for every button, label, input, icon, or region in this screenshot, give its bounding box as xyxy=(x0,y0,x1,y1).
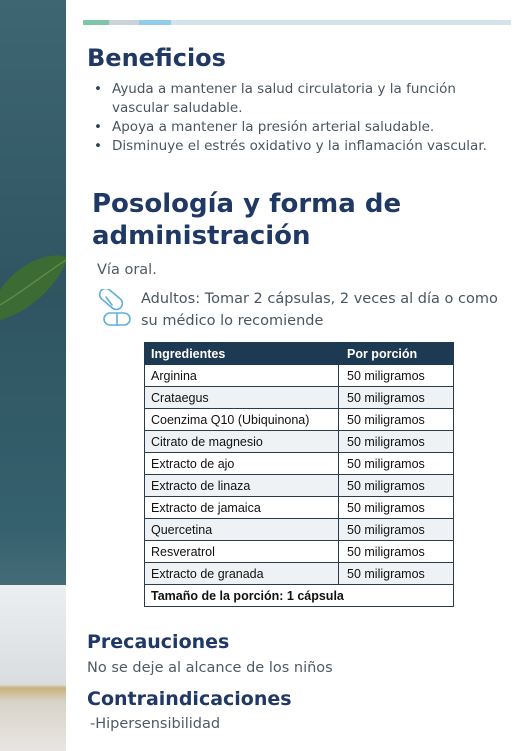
capsule-icon xyxy=(96,289,136,329)
contraindicaciones-text: -Hipersensibilidad xyxy=(90,716,221,732)
adultos-dosage: Adultos: Tomar 2 cápsulas, 2 veces al día o como su médico lo recomiende xyxy=(141,291,498,329)
ingredient-name: Citrato de magnesio xyxy=(145,431,339,453)
via-text: Vía oral. xyxy=(97,262,157,278)
list-item: • Disminuye el estrés oxidativo y la inflamación vascular. xyxy=(94,137,514,156)
accent-bar-green xyxy=(83,20,109,25)
table-row xyxy=(145,497,454,519)
serving-size: Tamaño de la porción: 1 cápsula xyxy=(145,585,454,607)
table-row xyxy=(145,365,454,387)
leaf-decoration xyxy=(0,250,70,340)
ingredient-amount: 50 miligramos xyxy=(339,365,454,387)
ingredient-name: Extracto de linaza xyxy=(145,475,339,497)
ingredient-amount: 50 miligramos xyxy=(339,453,454,475)
table-row xyxy=(145,387,454,409)
posologia-heading: Posología y forma de administración xyxy=(92,189,402,251)
ingredient-name: Crataegus xyxy=(145,387,339,409)
list-item: • Ayuda a mantener la salud circulatoria y la función vascular saludable. xyxy=(94,80,514,118)
ingredients-table xyxy=(144,342,454,607)
content-panel xyxy=(66,0,526,751)
table-row xyxy=(145,541,454,563)
table-row xyxy=(145,475,454,497)
decorative-bars xyxy=(83,20,243,25)
ingredient-amount: 50 miligramos xyxy=(339,409,454,431)
ingredient-amount: 50 miligramos xyxy=(339,541,454,563)
header-ingredientes: Ingredientes xyxy=(145,343,339,365)
table-row xyxy=(145,431,454,453)
ingredient-name: Resveratrol xyxy=(145,541,339,563)
ingredient-amount: 50 miligramos xyxy=(339,563,454,585)
ingredient-name: Quercetina xyxy=(145,519,339,541)
ingredient-name: Extracto de ajo xyxy=(145,453,339,475)
ingredient-name: Extracto de granada xyxy=(145,563,339,585)
accent-bar-gray xyxy=(109,20,139,25)
ingredient-amount: 50 miligramos xyxy=(339,387,454,409)
table-footer-row xyxy=(145,585,454,607)
table-row xyxy=(145,453,454,475)
accent-line xyxy=(171,20,511,25)
plate-decoration xyxy=(0,585,66,751)
ingredient-name: Coenzima Q10 (Ubiquinona) xyxy=(145,409,339,431)
ingredient-amount: 50 miligramos xyxy=(339,431,454,453)
ingredient-amount: 50 miligramos xyxy=(339,475,454,497)
beneficios-list xyxy=(94,80,514,156)
ingredient-amount: 50 miligramos xyxy=(339,519,454,541)
accent-bar-blue xyxy=(139,20,171,25)
table-row xyxy=(145,409,454,431)
precauciones-heading: Precauciones xyxy=(87,631,230,653)
ingredient-name: Extracto de jamaica xyxy=(145,497,339,519)
beneficios-heading: Beneficios xyxy=(87,44,226,72)
ingredient-amount: 50 miligramos xyxy=(339,497,454,519)
table-header-row xyxy=(145,343,454,365)
list-item: • Apoya a mantener la presión arterial saludable. xyxy=(94,118,514,137)
precauciones-text: No se deje al alcance de los niños xyxy=(87,660,333,676)
contraindicaciones-heading: Contraindicaciones xyxy=(87,688,292,710)
table-row xyxy=(145,563,454,585)
ingredient-name: Arginina xyxy=(145,365,339,387)
header-por-porcion: Por porción xyxy=(339,343,454,365)
table-row xyxy=(145,519,454,541)
